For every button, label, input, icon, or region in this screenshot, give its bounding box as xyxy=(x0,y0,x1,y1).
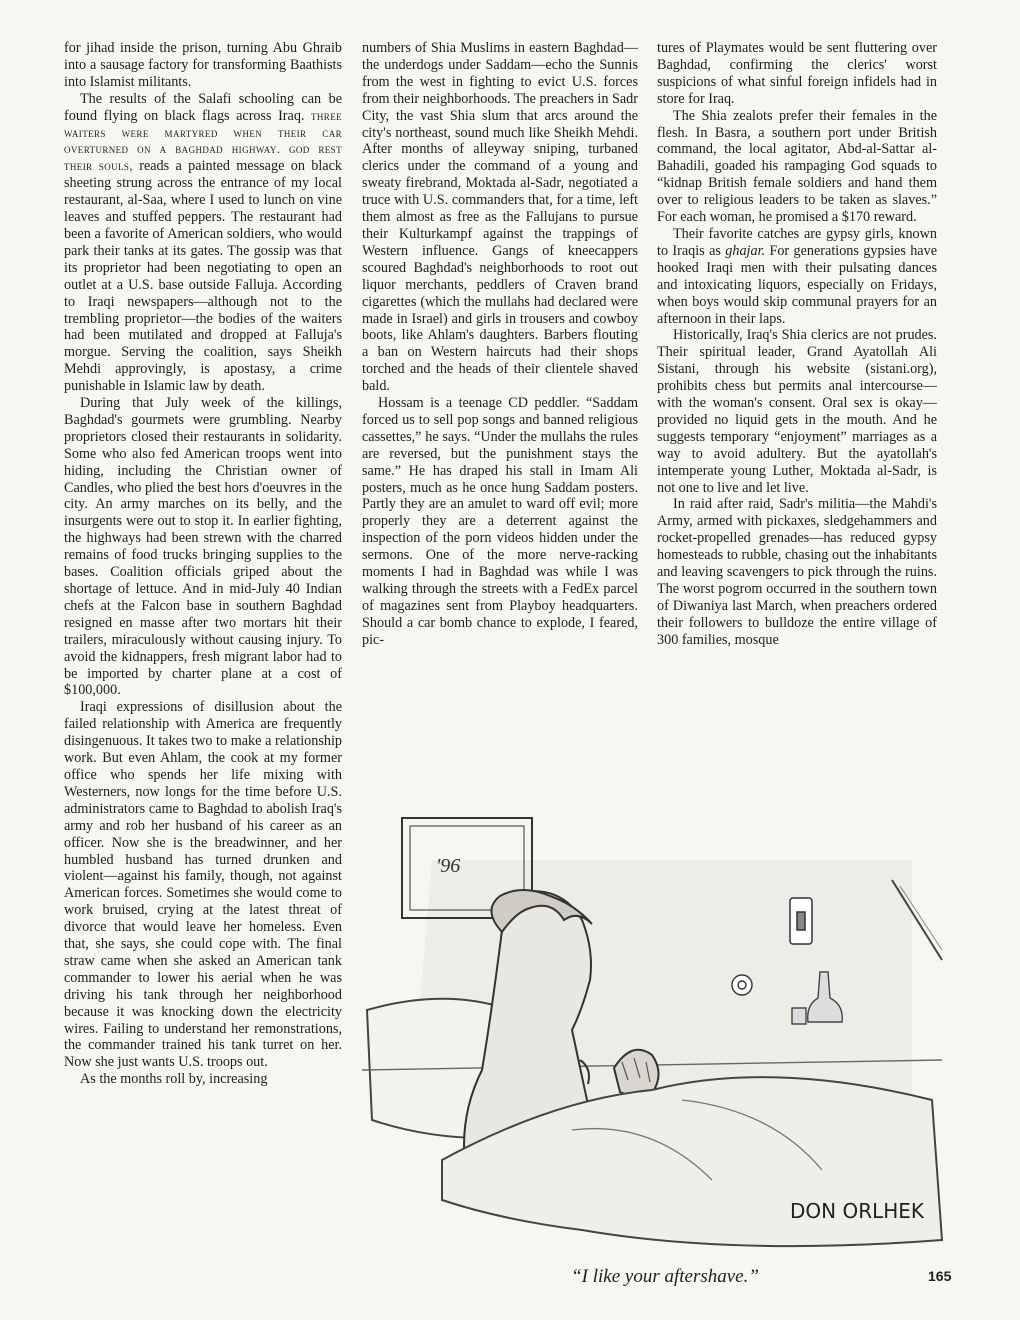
frame-doodle: '96 xyxy=(436,855,461,877)
column-1 xyxy=(64,40,342,1088)
paragraph: tures of Playmates would be sent fluttering over Baghdad, confirming the clerics' worst suspicions of what sinful foreign infidels had in store for Iraq. xyxy=(657,40,937,107)
cartoon-caption: “I like your aftershave.” xyxy=(571,1266,759,1287)
cartoon-illustration xyxy=(352,800,950,1262)
paragraph: for jihad inside the prison, turning Abu Ghraib into a sausage factory for transforming Baathists into Islamist militants. xyxy=(64,40,342,90)
text: Their favorite catches are gypsy girls, known to Iraqis as xyxy=(657,225,937,259)
paragraph: The Shia zealots prefer their females in the flesh. In Basra, a southern port under British command, the local agitator, Abd-al-Sattar al-Bahadili, goaded his rampaging God squads to “kidnap British female soldiers and hand them over to religious leaders to be taken as slaves.” For each woman, he promised a $170 reward. xyxy=(657,107,937,226)
paragraph: Iraqi expressions of disillusion about the failed relationship with America are frequently disingenuous. It takes two to make a relationship work. But even Ahlam, the cook at my former office who spends her life mixing with Westerners, now longs for the time before U.S. administrators came to Baghdad to abolish Iraq's army and rob her husband of his career as an officer. Now she is the breadwinner, and her humbled husband has turned drunken and violent—against his family, though, not against American forces. Sometimes she would come to work bruised, crying at the latest threat of divorce that would leave her homeless. Even that, she says, she could cope with. The final straw came when she asked an American tank commander to lower his aerial when he was driving his tank through her neighborhood because it was knocking down the electricity wires. Failing to understand her remonstrations, the commander trained his tank turret on her. Now she just wants U.S. troops out. xyxy=(64,699,342,1071)
banner-quote: three waiters were martyred when their car overturned on a baghdad highway. god rest their souls, xyxy=(64,108,342,174)
text: The results of the Salafi schooling can be found flying on black flags across Iraq. xyxy=(64,90,342,124)
paragraph: Hossam is a teenage CD peddler. “Saddam forced us to sell pop songs and banned religious cassettes,” he says. “Under the mullahs the rules are reversed, but the punishment stays the same.” He has draped his stall in Imam Ali posters, much as he once hung Saddam posters. Partly they are an amulet to ward off evil; more properly they are a deterrent against the inspection of the porn videos hidden under the sermons. One of the more nerve-racking moments I had in Baghdad was while I was walking through the streets with a FedEx parcel of magazines sent from Playboy headquarters. Should a car bomb chance to explode, I feared, pic- xyxy=(362,395,638,648)
paragraph: During that July week of the killings, Baghdad's gourmets were grumbling. Nearby proprietors closed their restaurants in solidarity. Some who also fed American troops went into hiding, including the Christian owner of Candles, who plied the best hors d'oeuvres in the city. An army marches on its belly, and the insurgents were out to stop it. In earlier fighting, the highways had been strewn with the charred remains of food trucks bringing supplies to the bases. Coalition officials griped about the shortage of lettuce. And in mid-July 40 Indian chefs at the Falcon base in southern Baghdad resigned en masse after two mortars hit their trailers, miraculously without causing injury. To avoid the kidnappers, fresh migrant labor had to be imported by charter plane at a cost of $100,000. xyxy=(64,395,342,699)
paragraph: As the months roll by, increasing xyxy=(80,1071,268,1088)
column-3 xyxy=(657,40,937,649)
wall-outlet xyxy=(732,975,752,995)
paragraph: numbers of Shia Muslims in eastern Baghdad—the underdogs under Saddam—echo the Sunnis from the west in fighting to evict U.S. forces from their neighborhoods. The preachers in Sadr City, the vast Shia slum that arcs around the city's northeast, sound much like Sheikh Mehdi. After months of alleyway sniping, turbaned clerics under the command of a young and sweaty firebrand, Moktada al-Sadr, negotiated a truce with U.S. commanders that, for a time, left them almost as free as the Fallujans to pursue their Kulturkampf against the trappings of Western influence. Gangs of kneecappers scoured Baghdad's neighborhoods to root out liquor merchants, peddlers of Craven brand cigarettes (which the mullahs had declared were made in Israel) and girls in trousers and cowboy boots, like Ahlam's daughters. Barbers flouting a ban on Western haircuts had their shops torched and the heads of their clientele shaved bald. xyxy=(362,40,638,395)
paragraph: In raid after raid, Sadr's militia—the Mahdi's Army, armed with pickaxes, sledgehammers and rocket-propelled grenades—has reduced gypsy homesteads to rubble, chasing out the inhabitants and leaving scavengers to pick through the ruins. The worst pogrom occurred in the southern town of Diwaniya last March, when preachers ordered their followers to bulldoze the entire village of 300 families, mosque xyxy=(657,496,937,648)
paragraph xyxy=(657,226,937,327)
light-switch xyxy=(790,898,812,944)
text: reads a painted message on black sheeting strung across the entrance of my local restaurant, al-Saa, where I used to lunch on vine leaves and stuffed peppers. The restaurant had been a favorite of American soldiers, who would park their tanks at its gates. The gossip was that its proprietor had been negotiating to open an outlet at a U.S. base outside Falluja. According to Iraqi newspapers—although not to the trembling proprietor—the bodies of the waiters had been mutilated and dropped at Falluja's morgue. Serving the coalition, says Sheikh Mehdi approvingly, is apostasy, a crime punishable in Islamic law by death. xyxy=(64,158,342,395)
page-number: 165 xyxy=(928,1268,952,1284)
paragraph: Historically, Iraq's Shia clerics are not prudes. Their spiritual leader, Grand Ayatollah Ali Sistani, through his website (sistani.org), prohibits chess but permits anal intercourse—with the woman's consent. Oral sex is okay—provided no liquid gets in the mouth. And he suggests temporary “enjoyment” marriages as a way to avoid adultery. But the ayatollah's intemperate young Luther, Moktada al-Sadr, is not one to live and let live. xyxy=(657,327,937,496)
paragraph xyxy=(64,91,342,395)
text: For generations gypsies have hooked Iraqi men with their pulsating dances and intoxicating liquors, especially on Fridays, when boys would skip communal prayers for an afternoon in their laps. xyxy=(657,242,937,327)
cartoonist-signature: DON ORLHEK xyxy=(790,1199,925,1223)
foreign-term: ghajar. xyxy=(725,242,766,259)
column-2 xyxy=(362,40,638,649)
